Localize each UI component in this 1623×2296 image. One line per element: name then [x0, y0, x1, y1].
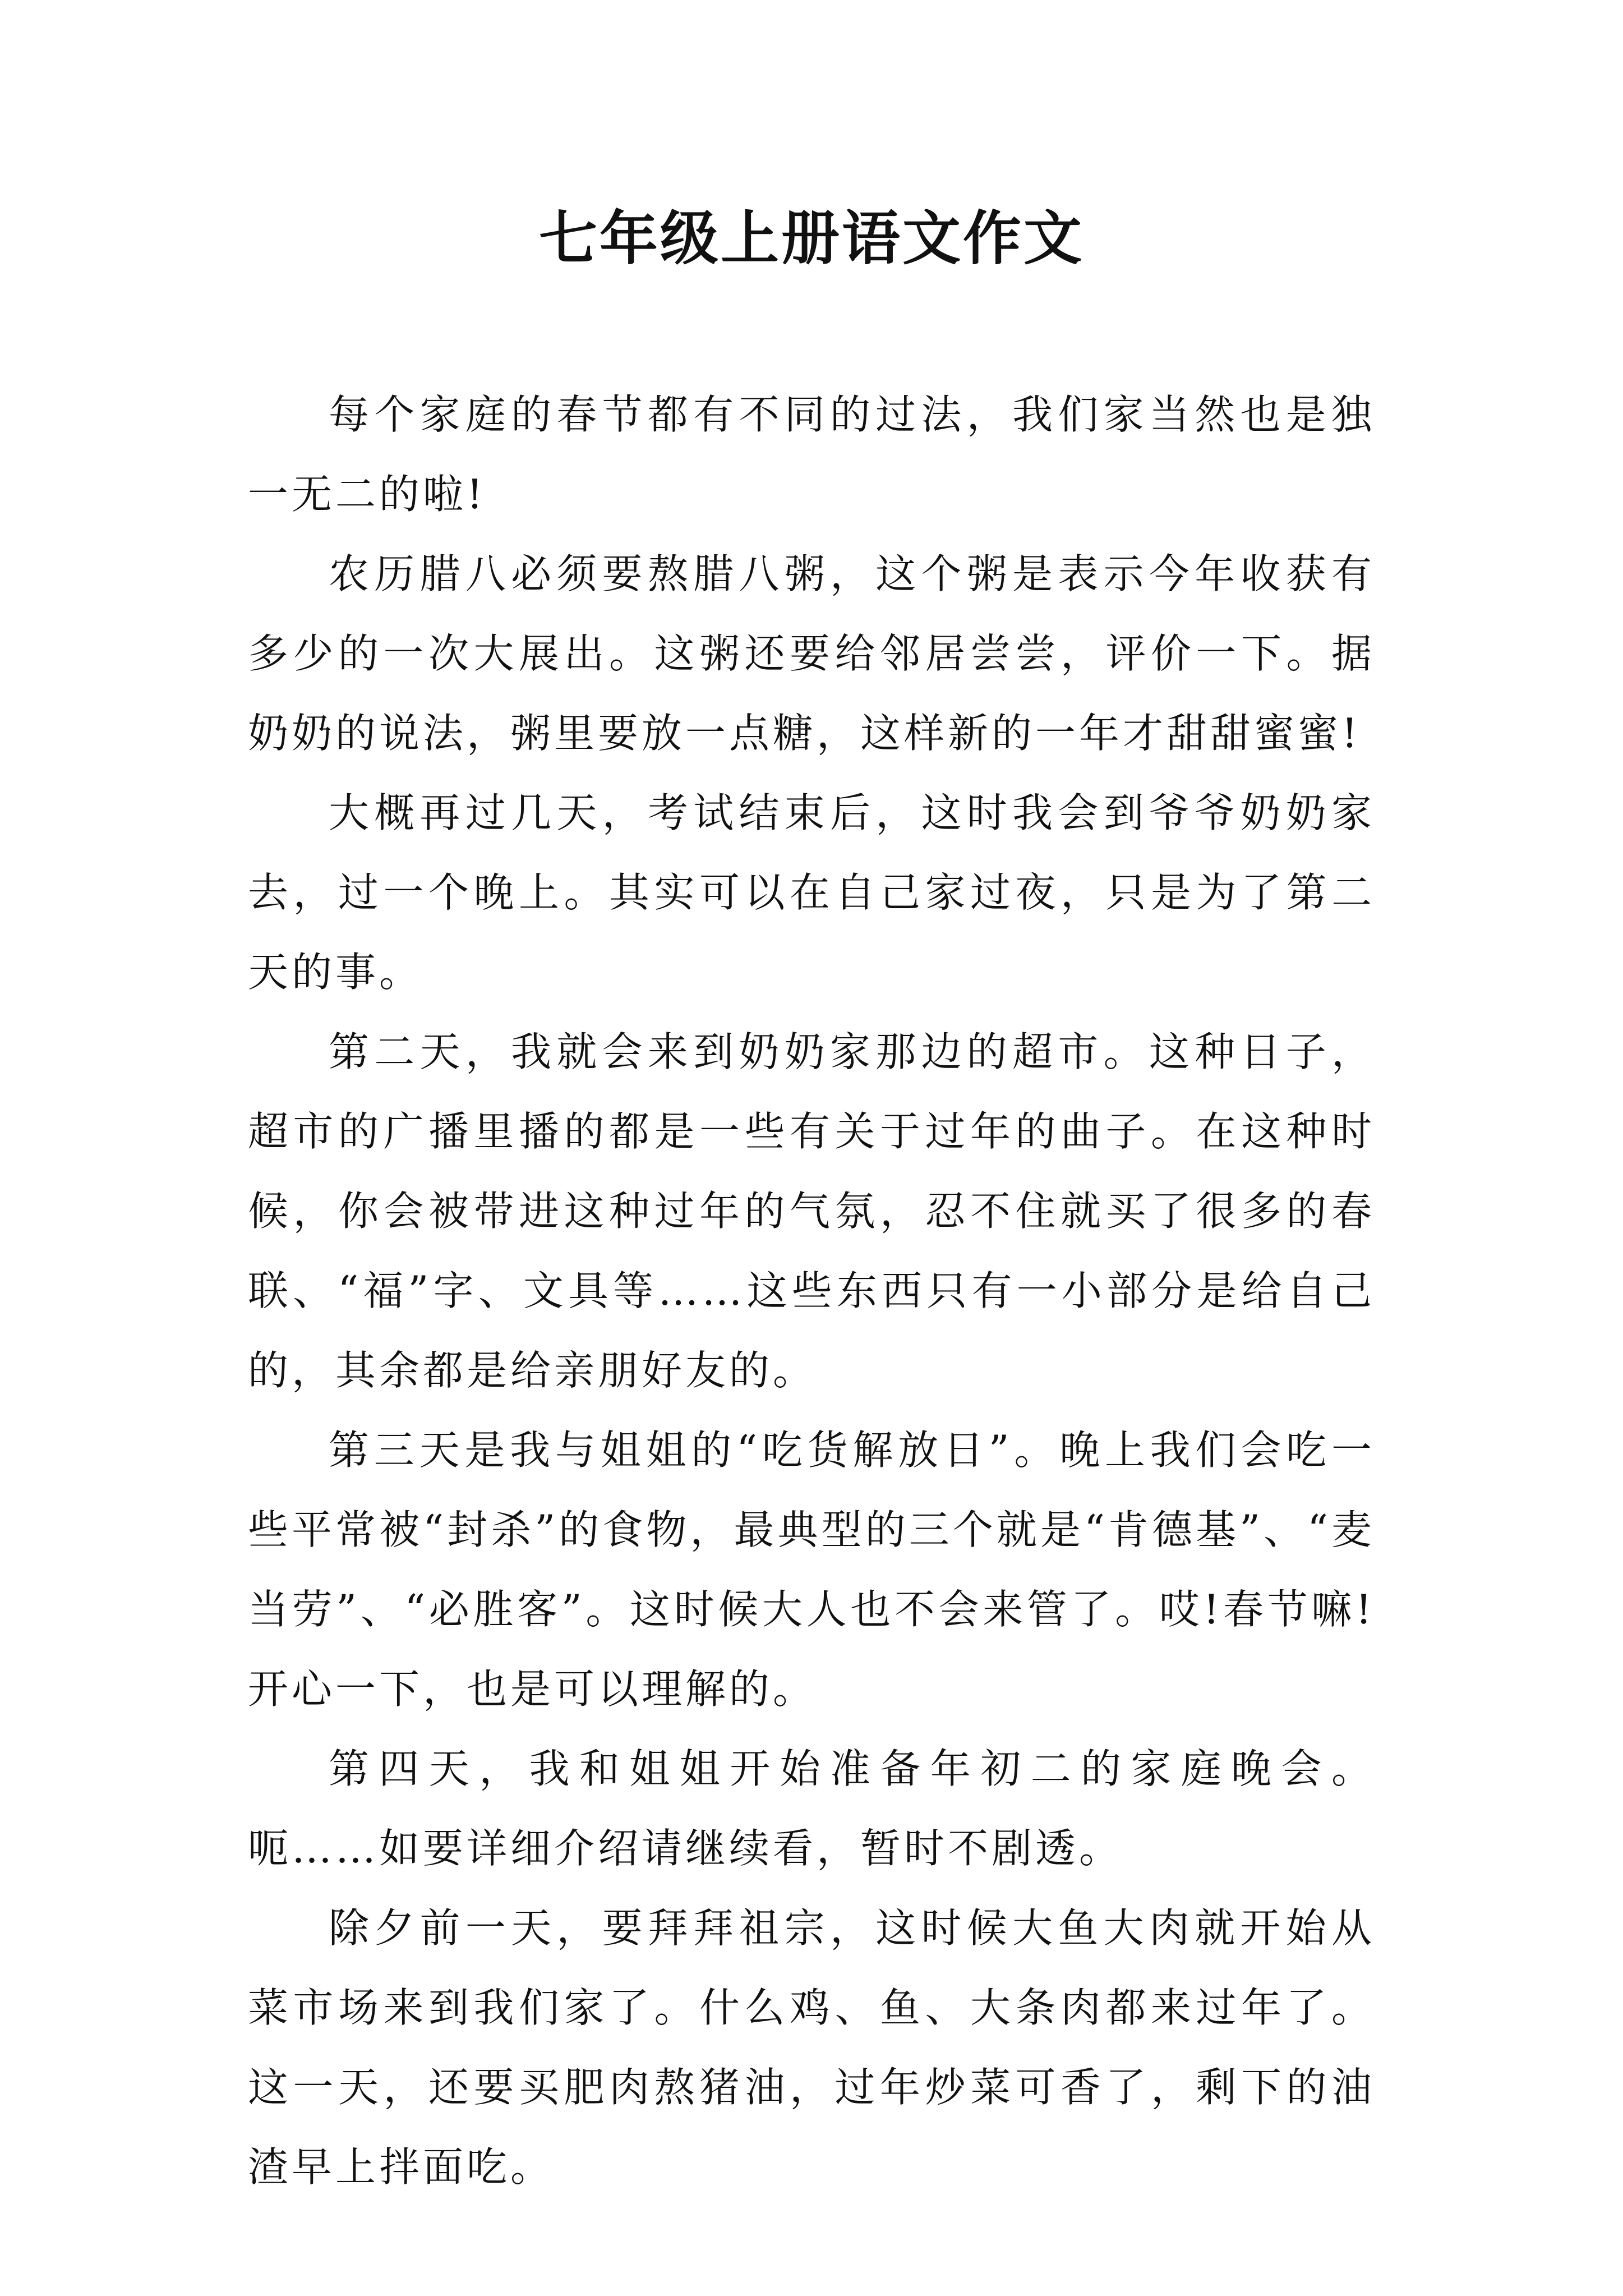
paragraph: 第二天，我就会来到奶奶家那边的超市。这种日子，超市的广播里播的都是一些有关于过年的曲子。在这种时候，你会被带进这种过年的气氛，忍不住就买了很多的春联、“福”字、文具等……这些东西只有一小部分是给自己的，其余都是给亲朋好友的。 — [248, 1028, 1375, 1394]
document-body — [248, 375, 1375, 2207]
document-title: 七年级上册语文作文 — [538, 204, 1084, 273]
paragraph: 每个家庭的春节都有不同的过法，我们家当然也是独一无二的啦! — [248, 391, 1375, 518]
paragraph: 大概再过几天，考试结束后，这时我会到爷爷奶奶家去，过一个晚上。其实可以在自己家过夜，只是为了第二天的事。 — [248, 789, 1375, 996]
paragraph: 除夕前一天，要拜拜祖宗，这时候大鱼大肉就开始从菜市场来到我们家了。什么鸡、鱼、大条肉都来过年了。这一天，还要买肥肉熬猪油，过年炒菜可香了，剩下的油渣早上拌面吃。 — [248, 1904, 1375, 2191]
paragraph: 第四天，我和姐姐开始准备年初二的家庭晚会。呃……如要详细介绍请继续看，暂时不剧透。 — [248, 1745, 1375, 1872]
paragraph: 第三天是我与姐姐的“吃货解放日”。晚上我们会吃一些平常被“封杀”的食物，最典型的三个就是“肯德基”、“麦当劳”、“必胜客”。这时候大人也不会来管了。哎!春节嘛!开心一下，也是可以理解的。 — [248, 1427, 1375, 1713]
paragraph: 农历腊八必须要熬腊八粥，这个粥是表示今年收获有多少的一次大展出。这粥还要给邻居尝尝，评价一下。据奶奶的说法，粥里要放一点糖，这样新的一年才甜甜蜜蜜! — [248, 550, 1375, 757]
